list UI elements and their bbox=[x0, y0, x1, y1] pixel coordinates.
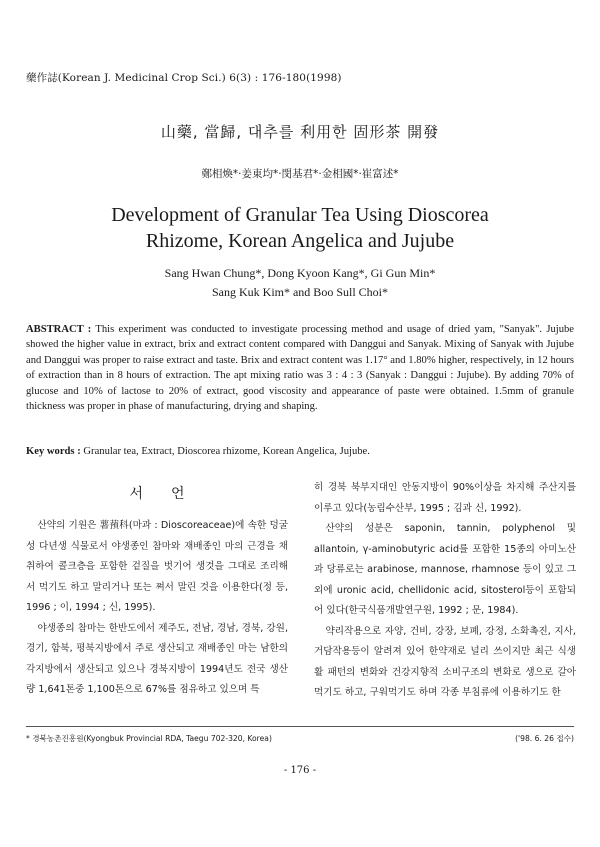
intro-paragraph-4: 약리작용으로 자양, 건비, 강장, 보폐, 강정, 소화촉진, 지사, 거담작용등이 알려져 있어 한약재로 널리 쓰이지만 최근 식생활 패턴의 변화와 건강지향적 소비구조의 변화로 생으로 갈아먹기도 하고, 구워먹기도 하며 각종 부침류에 이용하기도 한 bbox=[314, 625, 576, 698]
keywords-text: Granular tea, Extract, Dioscorea rhizome, Korean Angelica, Jujube. bbox=[83, 446, 370, 457]
english-authors-line-2: Sang Kuk Kim* and Boo Sull Choi* bbox=[211, 285, 388, 299]
abstract bbox=[26, 322, 574, 414]
korean-authors: 鄭相煥*·姜東均*·閔基君*·金相國*·崔富述* bbox=[201, 168, 399, 180]
journal-citation: 藥作誌(Korean J. Medicinal Crop Sci.) 6(3) : 176-180(1998) bbox=[26, 72, 342, 84]
section-heading: 서언 bbox=[129, 486, 213, 502]
english-title-line-1: Development of Granular Tea Using Dioscorea bbox=[111, 204, 489, 226]
affiliation-footnote: * 경북농촌진흥원(Kyongbuk Provincial RDA, Taegu 702-320, Korea) bbox=[26, 734, 272, 743]
right-column bbox=[314, 478, 576, 704]
english-authors bbox=[0, 264, 600, 302]
received-date: ('98. 6. 26 접수) bbox=[515, 734, 574, 743]
keywords-label: Key words : bbox=[26, 446, 81, 457]
intro-paragraph-2-continued: 히 경북 북부지대인 안동지방이 90%이상을 차지해 주산지를 이루고 있다(농림수산부, 1995 ; 김과 신, 1992). bbox=[314, 482, 576, 514]
intro-paragraph-3: 산약의 성분은 saponin, tannin, polyphenol 및 allantoin, γ-aminobutyric acid를 포함한 15종의 아미노산과 당류로는 arabinose, mannose, rhamnose 등이 있고 그외에 uronic acid, chellidonic acid, sitosterol등이 포함되어 있다(한국식품개발연구원, 1992 ; 문, 1984). bbox=[314, 523, 576, 616]
english-title bbox=[0, 202, 600, 254]
english-title-line-2: Rhizome, Korean Angelica and Jujube bbox=[145, 230, 455, 252]
page-number: - 176 - bbox=[283, 765, 317, 776]
intro-paragraph-1: 산약의 기원은 薯蕷科(마과 : Dioscoreaceae)에 속한 덩굴성 다년생 식물로서 야생종인 참마와 재배종인 마의 근경을 채취하여 콜크층을 포함한 겉질을 벗기어 생것을 그대로 조리해서 먹기도 하고 말리거나 또는 쪄서 말린 것을 이용한다(정 등, 1996 ; 이, 1994 ; 신, 1995). bbox=[26, 520, 288, 613]
english-authors-line-1: Sang Hwan Chung*, Dong Kyoon Kang*, Gi Gun Min* bbox=[164, 266, 436, 280]
keywords bbox=[26, 446, 574, 457]
abstract-label: ABSTRACT : bbox=[26, 324, 92, 335]
footnote-divider bbox=[26, 726, 574, 727]
left-column bbox=[26, 478, 288, 701]
abstract-text: This experiment was conducted to investigate processing method and usage of dried yam, "Sanyak". Jujube showed the higher value in extract, brix and extract content compared with Danggui and Sanyak. Mixing of Sanyak with Jujube and Danggui was proper to raise extract and taste. Brix and extract content was 1.17° and 1.80% higher, respectively, in 12 hours of extraction than in 8 hours of extraction. The apt mixing ratio was 3 : 4 : 3 (Sanyak : Danggui : Jujube). By adding 70% of glucose and 10% of lactose to 20% of extract, good viscosity and appearance of paste were obtained. 1.5mm of granule thickness was proper in phase of manufacturing, drying and shaping. bbox=[26, 324, 574, 413]
korean-title: 山藥, 當歸, 대추를 利用한 固形茶 開發 bbox=[160, 123, 440, 141]
intro-paragraph-2: 야생종의 참마는 한반도에서 제주도, 전남, 경남, 경북, 강원, 경기, 함북, 평북지방에서 주로 생산되고 재배종인 마는 남한의 각지방에서 생산되고 있으나 경북지방이 1994년도 전국 생산량 1,641톤중 1,100톤으로 67%를 점유하고 있으며 특 bbox=[26, 622, 288, 695]
